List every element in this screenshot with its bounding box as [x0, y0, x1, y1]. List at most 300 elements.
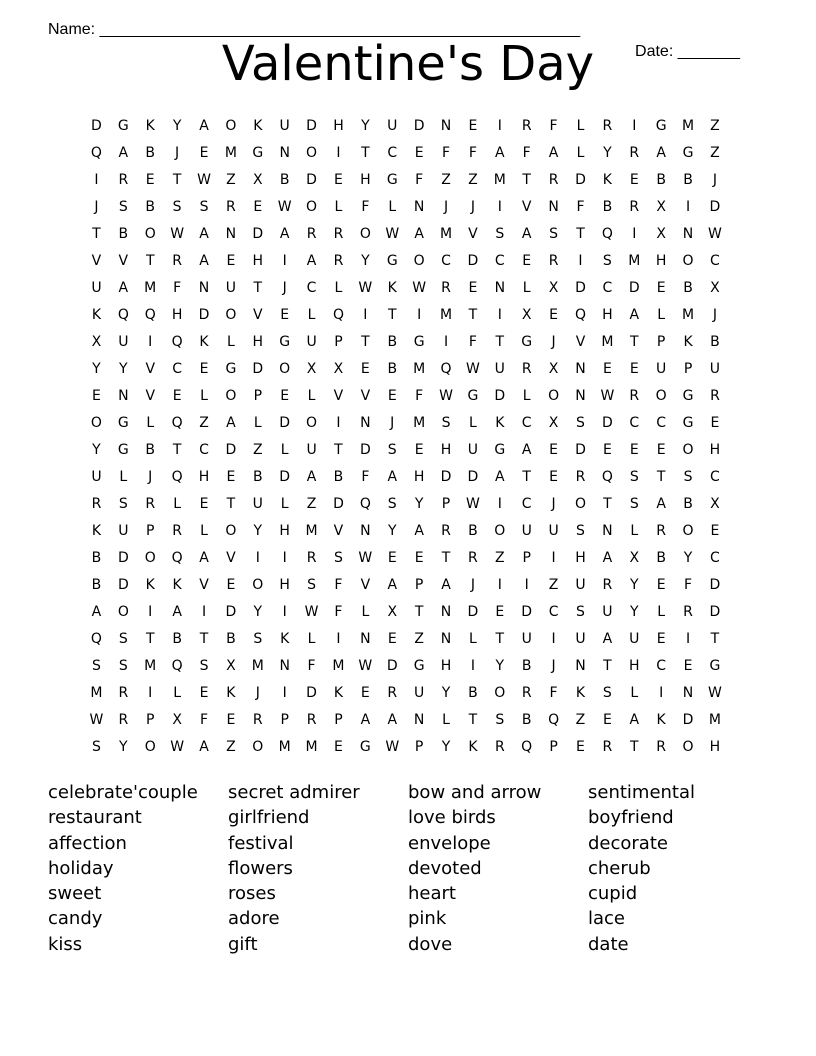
grid-letter: D — [521, 603, 533, 620]
grid-letter: N — [575, 387, 586, 404]
grid-letter: Q — [117, 306, 129, 323]
grid-letter: G — [682, 387, 694, 404]
grid-letter: Y — [387, 522, 397, 539]
grid-letter: E — [414, 144, 424, 161]
grid-row — [83, 409, 728, 436]
grid-letter: I — [148, 333, 153, 350]
grid-letter: E — [656, 279, 666, 296]
word-bank-item: roses — [228, 883, 276, 905]
grid-letter: R — [548, 252, 559, 269]
grid-letter: M — [332, 657, 345, 674]
grid-letter: K — [333, 684, 344, 701]
grid-letter: J — [470, 198, 475, 215]
grid-letter: B — [710, 333, 720, 350]
grid-letter: T — [361, 144, 370, 161]
grid-letter: X — [226, 657, 236, 674]
grid-letter: E — [710, 414, 720, 431]
grid-letter: E — [253, 198, 263, 215]
grid-letter: E — [199, 360, 209, 377]
grid-letter: S — [602, 684, 612, 701]
grid-letter: W — [304, 603, 319, 620]
grid-letter: E — [656, 630, 666, 647]
grid-letter: G — [386, 252, 398, 269]
grid-letter: T — [92, 225, 101, 242]
grid-letter: Z — [306, 495, 317, 512]
grid-letter: E — [334, 171, 343, 188]
grid-letter: J — [282, 279, 287, 296]
grid-letter: Z — [548, 576, 559, 593]
grid-letter: M — [224, 144, 237, 161]
grid-letter: S — [576, 414, 585, 431]
grid-letter: U — [306, 333, 317, 350]
grid-letter: X — [629, 549, 640, 566]
grid-letter: O — [682, 522, 694, 539]
grid-letter: S — [253, 630, 263, 647]
grid-letter: W — [358, 657, 373, 674]
grid-letter: U — [252, 495, 263, 512]
grid-letter: S — [629, 495, 639, 512]
grid-letter: E — [92, 387, 101, 404]
grid-letter: C — [710, 468, 720, 485]
grid-letter: Z — [575, 711, 586, 728]
word-bank-item: bow and arrow — [408, 782, 542, 803]
grid-letter: W — [465, 360, 480, 377]
grid-letter: N — [413, 711, 425, 728]
grid-letter: Z — [495, 549, 505, 566]
grid-letter: B — [145, 198, 156, 215]
grid-letter: F — [549, 117, 558, 134]
grid-letter: W — [385, 225, 400, 242]
grid-letter: T — [414, 603, 424, 620]
grid-letter: O — [225, 117, 237, 134]
grid-letter: Z — [710, 117, 720, 134]
grid-letter: E — [226, 576, 236, 593]
grid-letter: V — [360, 576, 371, 593]
word-bank-item: decorate — [588, 832, 668, 854]
grid-letter: T — [441, 549, 451, 566]
grid-letter: D — [306, 117, 317, 134]
grid-letter: N — [198, 279, 210, 296]
grid-letter: D — [225, 603, 237, 620]
grid-letter: I — [685, 630, 691, 647]
grid-row — [83, 382, 728, 409]
grid-letter: S — [118, 198, 128, 215]
grid-letter: H — [655, 252, 667, 269]
grid-letter: K — [91, 306, 102, 323]
grid-letter: O — [548, 387, 560, 404]
grid-letter: R — [145, 495, 156, 512]
grid-letter: U — [629, 630, 640, 647]
grid-row — [83, 571, 728, 598]
word-bank-item: kiss — [48, 933, 83, 955]
grid-letter: W — [89, 711, 104, 728]
grid-letter: I — [336, 414, 341, 431]
grid-letter: O — [225, 306, 237, 323]
grid-letter: N — [440, 603, 452, 620]
grid-letter: K — [91, 522, 102, 539]
grid-letter: Q — [171, 549, 183, 566]
grid-letter: F — [361, 198, 370, 215]
grid-letter: C — [656, 657, 667, 674]
grid-letter: I — [94, 171, 99, 188]
grid-letter: D — [467, 252, 479, 269]
grid-letter: O — [306, 198, 318, 215]
grid-letter: H — [575, 549, 586, 566]
grid-letter: N — [279, 144, 290, 161]
grid-letter: Q — [601, 225, 613, 242]
grid-letter: F — [441, 144, 451, 161]
grid-letter: A — [441, 576, 451, 593]
grid-letter: E — [549, 441, 559, 458]
grid-letter: E — [387, 387, 397, 404]
grid-letter: E — [226, 252, 236, 269]
grid-letter: H — [360, 171, 371, 188]
grid-letter: U — [225, 279, 237, 296]
grid-letter: N — [575, 360, 586, 377]
grid-letter: N — [413, 198, 425, 215]
word-bank-item: holiday — [48, 857, 114, 879]
grid-letter: G — [682, 144, 694, 161]
grid-letter: R — [441, 522, 451, 539]
word-bank-item: date — [588, 933, 629, 955]
grid-letter: L — [657, 603, 666, 620]
grid-letter: B — [387, 360, 398, 377]
grid-letter: I — [336, 630, 341, 647]
grid-row — [83, 517, 728, 544]
grid-letter: D — [467, 603, 479, 620]
grid-letter: D — [575, 279, 586, 296]
grid-row — [83, 436, 728, 463]
grid-letter: W — [277, 198, 292, 215]
name-field-label: Name: ______________________________________________________ — [48, 21, 581, 38]
grid-letter: T — [199, 630, 209, 647]
word-bank-item: candy — [48, 908, 103, 930]
grid-letter: R — [172, 522, 182, 539]
grid-letter: D — [709, 576, 721, 593]
grid-letter: A — [629, 306, 640, 323]
grid-letter: Y — [92, 441, 101, 458]
grid-row — [83, 112, 728, 139]
grid-letter: S — [118, 630, 128, 647]
grid-letter: W — [600, 387, 615, 404]
grid-letter: Z — [414, 630, 424, 647]
grid-letter: D — [225, 441, 237, 458]
grid-letter: P — [334, 333, 343, 350]
grid-letter: W — [358, 549, 373, 566]
grid-letter: F — [684, 576, 693, 593]
grid-letter: G — [709, 657, 721, 674]
grid-letter: X — [710, 279, 720, 296]
grid-letter: J — [551, 333, 556, 350]
grid-letter: I — [255, 549, 260, 566]
grid-letter: B — [91, 576, 102, 593]
grid-letter: D — [252, 225, 264, 242]
grid-letter: M — [251, 657, 264, 674]
grid-letter: F — [468, 333, 477, 350]
grid-letter: U — [521, 522, 532, 539]
grid-letter: Y — [253, 603, 263, 620]
grid-letter: S — [172, 198, 182, 215]
grid-letter: M — [439, 306, 453, 323]
grid-letter: A — [495, 144, 505, 161]
grid-letter: Y — [119, 738, 128, 755]
grid-letter: L — [307, 306, 316, 323]
grid-letter: O — [252, 738, 264, 755]
grid-letter: T — [603, 657, 612, 674]
grid-letter: C — [172, 360, 182, 377]
grid-letter: D — [467, 468, 479, 485]
grid-letter: S — [334, 549, 343, 566]
grid-letter: O — [494, 522, 506, 539]
grid-letter: J — [148, 468, 153, 485]
date-field-label: Date: _______ — [635, 43, 740, 60]
grid-letter: A — [387, 468, 398, 485]
grid-letter: H — [279, 522, 290, 539]
grid-letter: H — [628, 657, 640, 674]
word-bank-item: dove — [408, 933, 453, 955]
grid-letter: O — [225, 387, 237, 404]
grid-letter: S — [307, 576, 317, 593]
grid-letter: D — [709, 198, 721, 215]
grid-letter: I — [363, 306, 368, 323]
grid-row — [83, 274, 728, 301]
grid-letter: B — [602, 198, 613, 215]
grid-letter: U — [467, 441, 479, 458]
grid-letter: X — [252, 171, 263, 188]
grid-letter: O — [144, 738, 156, 755]
word-bank-item: envelope — [408, 832, 491, 854]
grid-row — [83, 625, 728, 652]
grid-letter: B — [172, 630, 182, 647]
grid-letter: Z — [226, 171, 236, 188]
grid-letter: P — [441, 495, 451, 512]
grid-letter: V — [253, 306, 263, 323]
grid-letter: Q — [440, 360, 452, 377]
grid-letter: M — [413, 360, 426, 377]
grid-letter: H — [252, 252, 264, 269]
grid-letter: A — [306, 468, 317, 485]
grid-letter: D — [252, 360, 264, 377]
grid-letter: T — [172, 441, 182, 458]
grid-letter: O — [359, 225, 371, 242]
grid-letter: G — [413, 333, 425, 350]
grid-letter: D — [601, 414, 613, 431]
grid-letter: J — [712, 306, 717, 323]
grid-letter: U — [306, 441, 317, 458]
grid-letter: W — [385, 738, 400, 755]
grid-letter: T — [334, 441, 343, 458]
grid-letter: A — [199, 738, 209, 755]
grid-letter: I — [282, 603, 287, 620]
grid-letter: I — [497, 117, 502, 134]
grid-letter: H — [440, 441, 452, 458]
grid-letter: O — [90, 414, 102, 431]
grid-letter: U — [575, 576, 586, 593]
grid-row — [83, 679, 728, 706]
grid-letter: C — [656, 414, 667, 431]
grid-letter: A — [199, 225, 209, 242]
grid-letter: X — [387, 603, 398, 620]
grid-letter: M — [628, 252, 641, 269]
grid-letter: I — [551, 549, 556, 566]
grid-letter: D — [359, 441, 371, 458]
grid-letter: S — [441, 414, 451, 431]
grid-letter: L — [307, 630, 316, 647]
grid-letter: A — [360, 711, 371, 728]
grid-letter: L — [361, 603, 370, 620]
grid-letter: O — [117, 603, 129, 620]
grid-letter: Q — [171, 657, 183, 674]
grid-letter: S — [387, 441, 397, 458]
grid-letter: G — [225, 360, 237, 377]
grid-letter: D — [440, 468, 452, 485]
grid-letter: D — [413, 117, 425, 134]
grid-letter: F — [361, 468, 370, 485]
grid-letter: E — [522, 252, 532, 269]
word-bank-item: cupid — [588, 883, 638, 905]
grid-letter: T — [522, 171, 531, 188]
grid-letter: K — [253, 117, 263, 134]
grid-letter: C — [494, 252, 505, 269]
grid-letter: U — [602, 603, 613, 620]
grid-letter: D — [709, 603, 721, 620]
grid-letter: L — [388, 198, 397, 215]
grid-letter: D — [386, 657, 398, 674]
grid-letter: E — [710, 522, 720, 539]
grid-letter: H — [413, 468, 425, 485]
grid-letter: Y — [629, 576, 639, 593]
grid-letter: R — [629, 387, 640, 404]
grid-letter: J — [175, 144, 180, 161]
grid-letter: S — [602, 252, 612, 269]
grid-letter: I — [336, 144, 341, 161]
grid-letter: S — [576, 522, 585, 539]
grid-letter: D — [575, 441, 586, 458]
grid-letter: G — [117, 117, 129, 134]
grid-letter: T — [495, 333, 505, 350]
grid-letter: A — [199, 252, 209, 269]
grid-letter: E — [656, 441, 666, 458]
grid-letter: I — [417, 306, 422, 323]
grid-letter: I — [470, 657, 475, 674]
grid-letter: B — [521, 711, 532, 728]
grid-letter: A — [172, 603, 182, 620]
word-bank-item: girlfriend — [228, 807, 310, 829]
grid-letter: C — [521, 495, 532, 512]
grid-row — [83, 139, 728, 166]
grid-row — [83, 301, 728, 328]
grid-letter: C — [710, 252, 720, 269]
grid-letter: W — [708, 225, 722, 242]
grid-letter: G — [359, 738, 371, 755]
grid-letter: L — [200, 522, 208, 539]
grid-letter: F — [415, 387, 424, 404]
grid-letter: A — [279, 225, 290, 242]
grid-letter: V — [468, 225, 478, 242]
grid-letter: N — [494, 279, 506, 296]
grid-letter: L — [522, 279, 531, 296]
grid-letter: A — [199, 117, 209, 134]
grid-letter: D — [279, 414, 291, 431]
grid-letter: V — [145, 387, 156, 404]
grid-letter: U — [279, 117, 290, 134]
grid-letter: R — [306, 225, 317, 242]
grid-letter: A — [306, 252, 317, 269]
grid-letter: N — [440, 117, 452, 134]
grid-letter: T — [710, 630, 720, 647]
grid-letter: R — [575, 468, 586, 485]
grid-letter: T — [361, 333, 370, 350]
grid-letter: U — [414, 684, 425, 701]
grid-letter: R — [548, 171, 559, 188]
grid-letter: H — [198, 468, 210, 485]
grid-letter: M — [305, 738, 318, 755]
grid-letter: O — [306, 414, 318, 431]
word-bank-item: lace — [588, 908, 626, 930]
grid-letter: N — [118, 387, 129, 404]
grid-letter: L — [307, 387, 316, 404]
grid-letter: Q — [144, 306, 156, 323]
grid-letter: K — [172, 576, 182, 593]
grid-letter: H — [440, 657, 452, 674]
grid-letter: D — [91, 117, 102, 134]
grid-letter: E — [172, 387, 182, 404]
grid-letter: Q — [171, 333, 183, 350]
grid-letter: J — [470, 576, 475, 593]
grid-row — [83, 463, 728, 490]
grid-letter: T — [629, 333, 639, 350]
grid-letter: P — [253, 387, 263, 404]
grid-row — [83, 490, 728, 517]
grid-letter: R — [172, 252, 182, 269]
grid-row — [83, 328, 728, 355]
page-title: Valentine's Day — [221, 36, 595, 92]
grid-letter: P — [522, 549, 531, 566]
grid-letter: E — [387, 630, 397, 647]
grid-letter: H — [602, 306, 613, 323]
grid-letter: S — [495, 711, 505, 728]
grid-letter: E — [549, 468, 559, 485]
grid-letter: S — [495, 225, 505, 242]
grid-letter: N — [682, 684, 694, 701]
grid-letter: E — [629, 360, 639, 377]
grid-letter: U — [575, 630, 586, 647]
grid-letter: R — [656, 738, 667, 755]
grid-letter: R — [521, 117, 532, 134]
grid-letter: R — [521, 684, 532, 701]
grid-letter: M — [439, 225, 453, 242]
grid-letter: J — [551, 657, 556, 674]
grid-letter: X — [172, 711, 182, 728]
grid-letter: R — [306, 549, 317, 566]
grid-letter: N — [548, 198, 559, 215]
grid-letter: G — [494, 441, 506, 458]
grid-letter: Y — [361, 117, 370, 134]
grid-letter: L — [146, 414, 155, 431]
grid-letter: N — [440, 630, 452, 647]
grid-letter: Z — [199, 414, 209, 431]
word-bank-item: love birds — [408, 807, 496, 829]
grid-letter: W — [197, 171, 211, 188]
grid-letter: M — [144, 279, 157, 296]
grid-letter: Y — [119, 360, 128, 377]
grid-letter: G — [467, 387, 479, 404]
grid-letter: D — [117, 549, 129, 566]
grid-letter: L — [469, 414, 477, 431]
grid-letter: R — [602, 576, 613, 593]
grid-letter: E — [226, 468, 236, 485]
grid-letter: I — [632, 225, 637, 242]
